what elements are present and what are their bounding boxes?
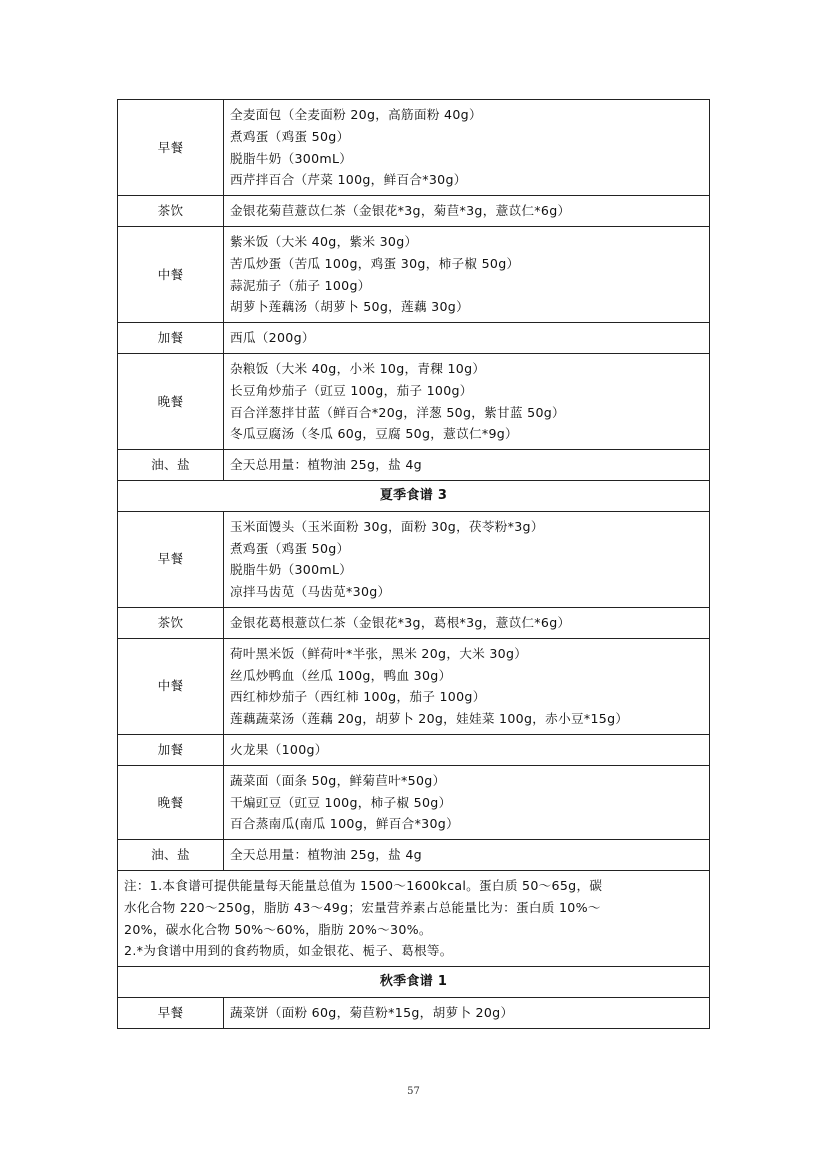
recipe-table-body	[118, 100, 710, 1029]
meal-label: 加餐	[118, 734, 224, 765]
meal-label: 晚餐	[118, 353, 224, 449]
meal-items	[224, 196, 710, 227]
dish-item: 全天总用量：植物油 25g，盐 4g	[230, 457, 422, 473]
dish-item: 蒜泥茄子（茄子 100g）	[230, 277, 371, 293]
note-line: 20%，碳水化合物 50%～60%，脂肪 20%～30%。	[124, 921, 432, 937]
dish-item: 煮鸡蛋（鸡蛋 50g）	[230, 540, 350, 556]
meal-row	[118, 353, 710, 449]
meal-items	[224, 100, 710, 196]
dish-item: 莲藕蔬菜汤（莲藕 20g，胡萝卜 20g，娃娃菜 100g，赤小豆*15g）	[230, 711, 629, 727]
meal-label: 早餐	[118, 511, 224, 607]
meal-items	[224, 607, 710, 638]
meal-items	[224, 638, 710, 734]
meal-label: 油、盐	[118, 840, 224, 871]
section-title: 秋季食谱 1	[118, 967, 710, 998]
recipe-page	[117, 99, 709, 1029]
meal-items	[224, 997, 710, 1028]
dish-item: 全麦面包（全麦面粉 20g，高筋面粉 40g）	[230, 107, 482, 122]
meal-items	[224, 511, 710, 607]
note-line: 水化合物 220～250g，脂肪 43～49g；宏量营养素占总能量比为：蛋白质 10%～	[124, 899, 601, 915]
dish-item: 火龙果（100g）	[230, 741, 328, 757]
meal-label: 早餐	[118, 997, 224, 1028]
meal-row	[118, 840, 710, 871]
meal-items	[224, 353, 710, 449]
dish-item: 金银花葛根薏苡仁茶（金银花*3g，葛根*3g，薏苡仁*6g）	[230, 614, 571, 630]
note-line: 2.*为食谱中用到的食药物质，如金银花、栀子、葛根等。	[124, 943, 453, 959]
dish-item: 金银花菊苣薏苡仁茶（金银花*3g，菊苣*3g，薏苡仁*6g）	[230, 203, 571, 219]
meal-items	[224, 734, 710, 765]
section-title: 夏季食谱 3	[118, 480, 710, 511]
dish-item: 紫米饭（大米 40g，紫米 30g）	[230, 233, 418, 249]
meal-row	[118, 511, 710, 607]
dish-item: 丝瓜炒鸭血（丝瓜 100g，鸭血 30g）	[230, 667, 452, 683]
meal-items	[224, 450, 710, 481]
dish-item: 脱脂牛奶（300mL）	[230, 562, 353, 578]
note-row	[118, 870, 710, 966]
dish-item: 百合蒸南瓜(南瓜 100g，鲜百合*30g）	[230, 816, 459, 832]
dish-item: 西红柿炒茄子（西红柿 100g，茄子 100g）	[230, 689, 486, 705]
dish-item: 凉拌马齿苋（马齿苋*30g）	[230, 584, 391, 600]
dish-item: 玉米面馒头（玉米面粉 30g，面粉 30g，茯苓粉*3g）	[230, 518, 544, 534]
meal-label: 油、盐	[118, 450, 224, 481]
meal-label: 中餐	[118, 226, 224, 322]
meal-row	[118, 323, 710, 354]
dish-item: 百合洋葱拌甘蓝（鲜百合*20g，洋葱 50g，紫甘蓝 50g）	[230, 404, 565, 420]
note-text	[118, 870, 710, 966]
meal-label: 早餐	[118, 100, 224, 196]
dish-item: 全天总用量：植物油 25g，盐 4g	[230, 847, 422, 863]
meal-label: 茶饮	[118, 196, 224, 227]
page-number: 57	[407, 1086, 420, 1097]
meal-items	[224, 840, 710, 871]
dish-item: 长豆角炒茄子（豇豆 100g，茄子 100g）	[230, 382, 473, 398]
meal-row	[118, 734, 710, 765]
dish-item: 荷叶黑米饭（鲜荷叶*半张，黑米 20g，大米 30g）	[230, 645, 528, 661]
dish-item: 蔬菜面（面条 50g，鲜菊苣叶*50g）	[230, 772, 446, 788]
meal-items	[224, 323, 710, 354]
meal-row	[118, 765, 710, 839]
section-row	[118, 480, 710, 511]
dish-item: 胡萝卜莲藕汤（胡萝卜 50g，莲藕 30g）	[230, 299, 469, 315]
dish-item: 蔬菜饼（面粉 60g，菊苣粉*15g，胡萝卜 20g）	[230, 1004, 514, 1020]
meal-label: 茶饮	[118, 607, 224, 638]
dish-item: 干煸豇豆（豇豆 100g，柿子椒 50g）	[230, 794, 452, 810]
meal-label: 加餐	[118, 323, 224, 354]
meal-row	[118, 100, 710, 196]
note-line: 注：1.本食谱可提供能量每天能量总值为 1500～1600kcal。蛋白质 50～65g，碳	[124, 877, 603, 893]
dish-item: 脱脂牛奶（300mL）	[230, 150, 353, 166]
meal-row	[118, 196, 710, 227]
meal-items	[224, 765, 710, 839]
recipe-table	[117, 99, 710, 1029]
meal-row	[118, 997, 710, 1028]
dish-item: 煮鸡蛋（鸡蛋 50g）	[230, 128, 350, 144]
dish-item: 西芹拌百合（芹菜 100g，鲜百合*30g）	[230, 172, 467, 188]
dish-item: 西瓜（200g）	[230, 330, 315, 346]
meal-row	[118, 226, 710, 322]
meal-row	[118, 450, 710, 481]
meal-row	[118, 607, 710, 638]
dish-item: 冬瓜豆腐汤（冬瓜 60g，豆腐 50g，薏苡仁*9g）	[230, 426, 518, 442]
meal-row	[118, 638, 710, 734]
dish-item: 苦瓜炒蛋（苦瓜 100g，鸡蛋 30g，柿子椒 50g）	[230, 255, 520, 271]
section-row	[118, 967, 710, 998]
meal-items	[224, 226, 710, 322]
dish-item: 杂粮饭（大米 40g，小米 10g，青稞 10g）	[230, 360, 486, 376]
meal-label: 中餐	[118, 638, 224, 734]
meal-label: 晚餐	[118, 765, 224, 839]
